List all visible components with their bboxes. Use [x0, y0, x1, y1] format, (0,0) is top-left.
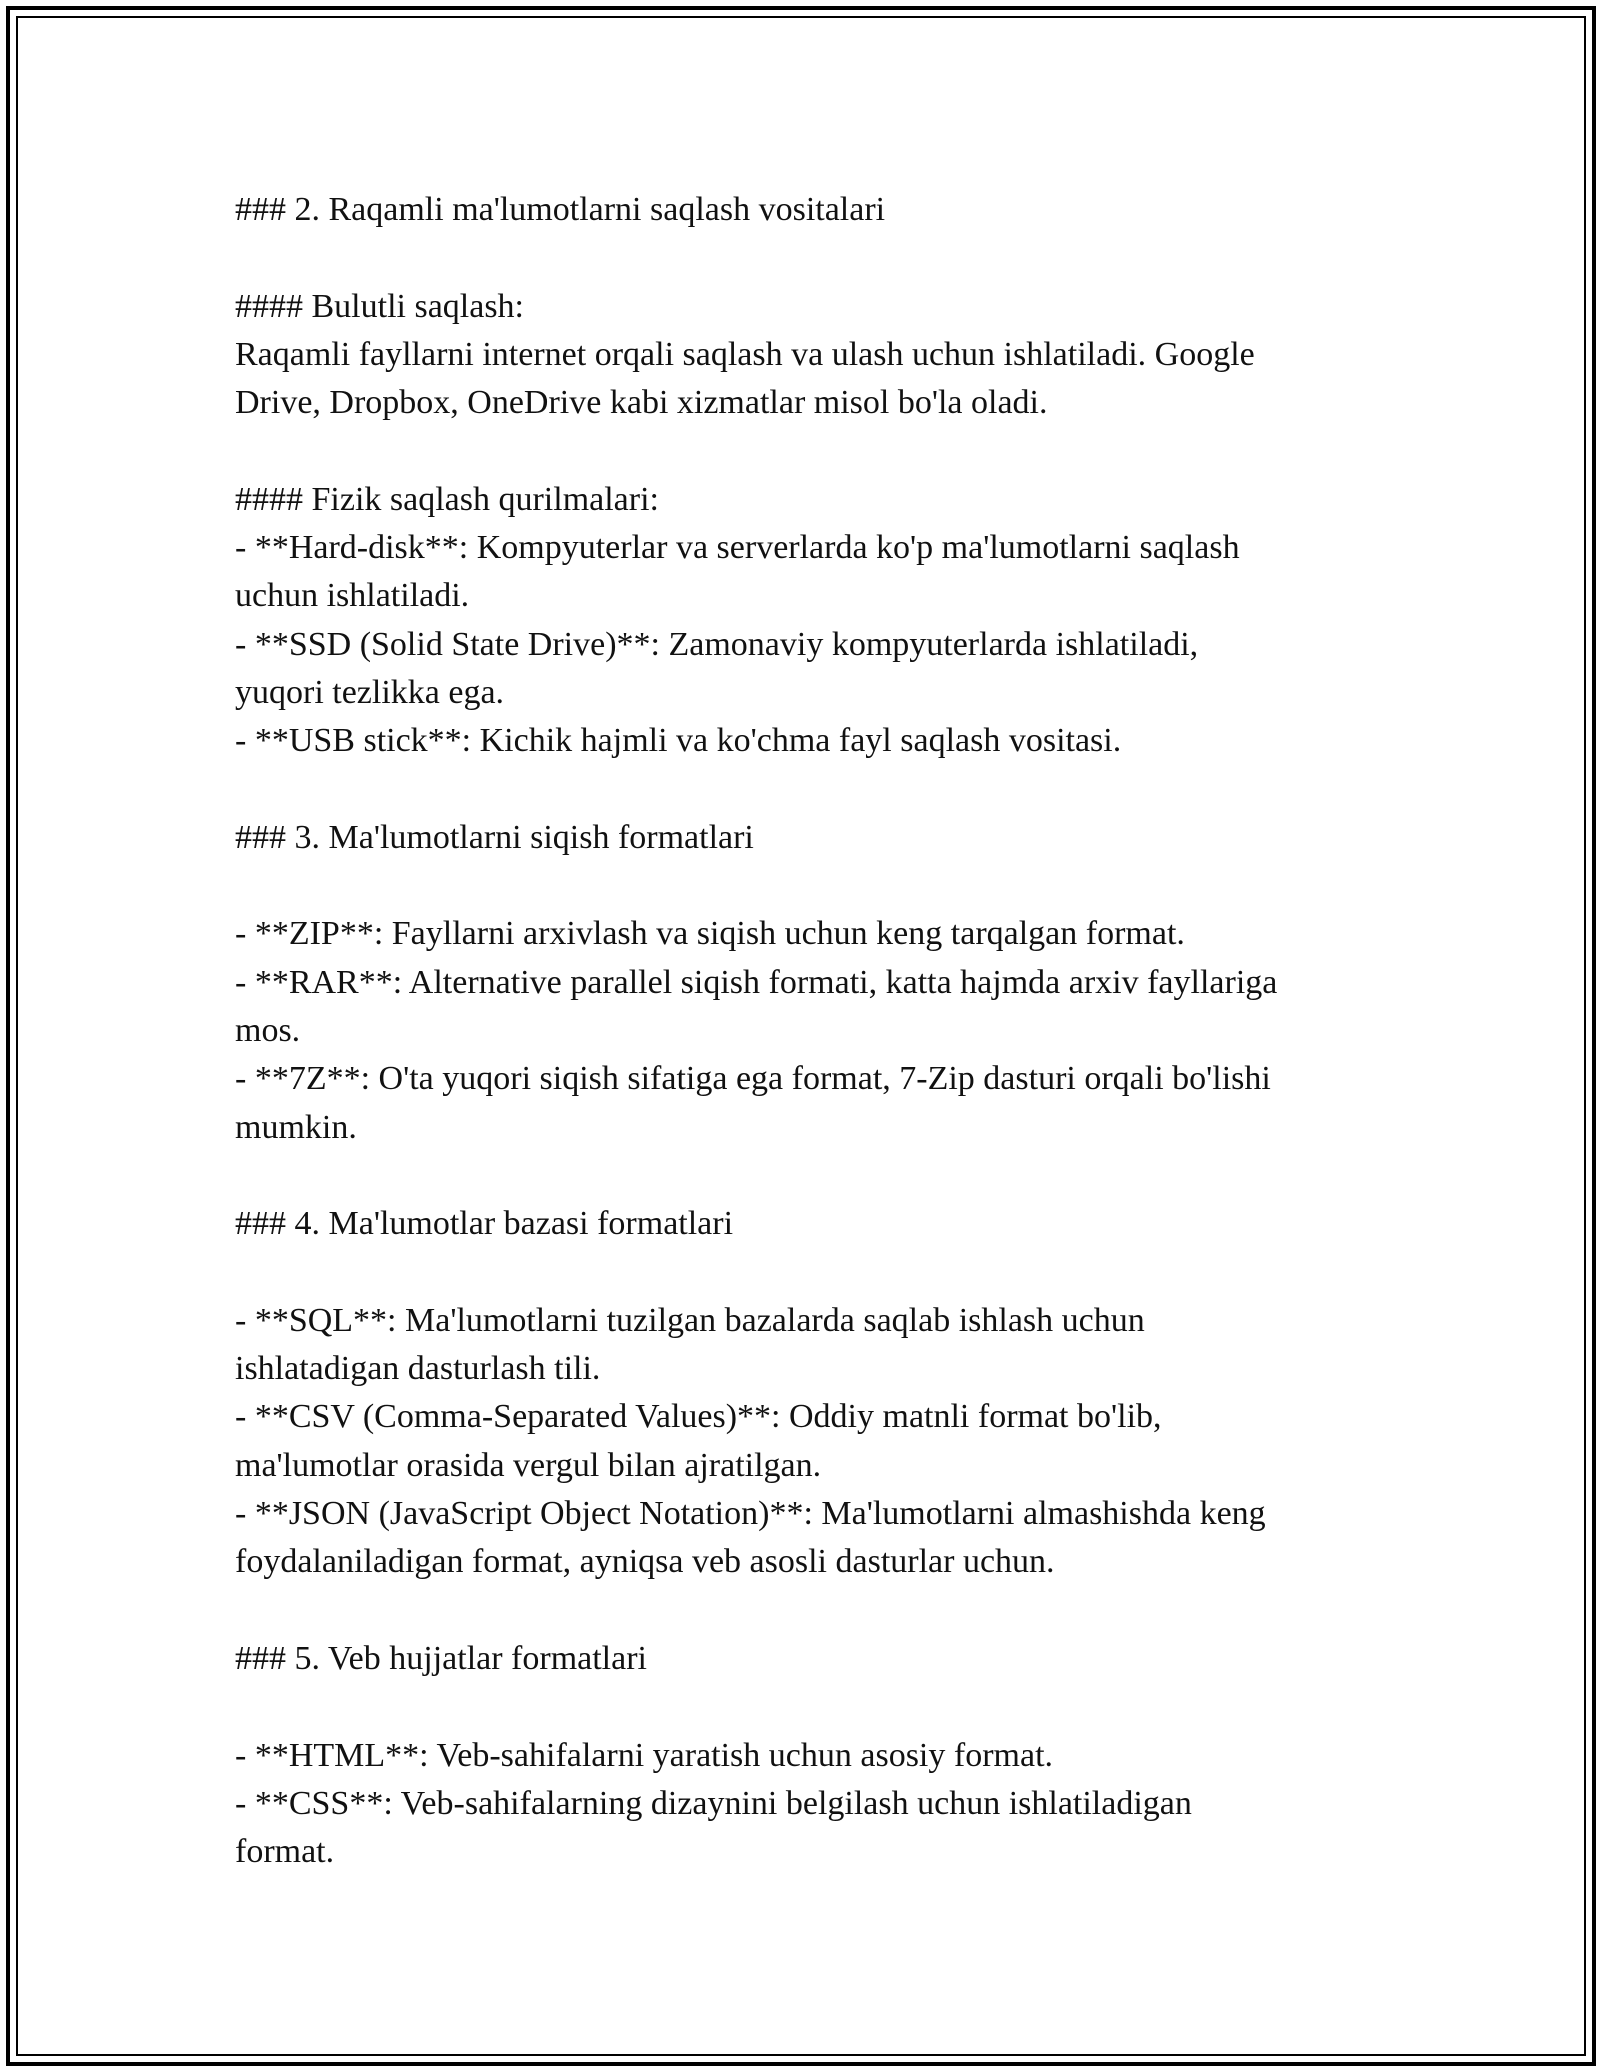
list-item-rar: - **RAR**: Alternative parallel siqish formati, katta hajmda arxiv fayllariga	[235, 963, 1278, 1001]
list-item-continuation: mumkin.	[235, 1108, 357, 1146]
heading-web-document-formats: ### 5. Veb hujjatlar formatlari	[235, 1639, 647, 1677]
blank-line	[235, 862, 1400, 910]
list-item-continuation: yuqori tezlikka ega.	[235, 673, 505, 711]
blank-line	[235, 766, 1400, 814]
list-item-ssd: - **SSD (Solid State Drive)**: Zamonaviy kompyuterlarda ishlatiladi,	[235, 625, 1199, 663]
list-item-continuation: ishlatadigan dasturlash tili.	[235, 1350, 601, 1388]
subheading-cloud-storage: #### Bulutli saqlash:	[235, 287, 524, 325]
blank-line	[235, 1683, 1400, 1731]
list-item-7z: - **7Z**: O'ta yuqori siqish sifatiga ega format, 7-Zip dasturi orqali bo'lishi	[235, 1060, 1271, 1098]
list-item-continuation: format.	[235, 1833, 335, 1871]
paragraph-line: Drive, Dropbox, OneDrive kabi xizmatlar misol bo'la oladi.	[235, 384, 1048, 422]
blank-line	[235, 1587, 1400, 1635]
list-item-continuation: ma'lumotlar orasida vergul bilan ajratilgan.	[235, 1446, 822, 1484]
subheading-physical-storage: #### Fizik saqlash qurilmalari:	[235, 480, 659, 518]
heading-database-formats: ### 4. Ma'lumotlar bazasi formatlari	[235, 1205, 734, 1243]
heading-storage-tools: ### 2. Raqamli ma'lumotlarni saqlash vositalari	[235, 191, 886, 228]
heading-compression-formats: ### 3. Ma'lumotlarni siqish formatlari	[235, 818, 754, 856]
list-item-usb-stick: - **USB stick**: Kichik hajmli va ko'chma fayl saqlash vositasi.	[235, 722, 1122, 760]
list-item-hard-disk: - **Hard-disk**: Kompyuterlar va serverlarda ko'p ma'lumotlarni saqlash	[235, 529, 1240, 567]
blank-line	[235, 1249, 1400, 1297]
list-item-html: - **HTML**: Veb-sahifalarni yaratish uchun asosiy format.	[235, 1736, 1054, 1774]
document-body	[235, 186, 1400, 1876]
paragraph-line: Raqamli fayllarni internet orqali saqlash va ulash uchun ishlatiladi. Google	[235, 335, 1255, 373]
list-item-csv: - **CSV (Comma-Separated Values)**: Oddiy matnli format bo'lib,	[235, 1398, 1162, 1436]
list-item-continuation: uchun ishlatiladi.	[235, 577, 470, 615]
list-item-continuation: mos.	[235, 1012, 301, 1050]
list-item-css: - **CSS**: Veb-sahifalarning dizaynini belgilash uchun ishlatiladigan	[235, 1784, 1192, 1822]
blank-line	[235, 234, 1400, 282]
list-item-sql: - **SQL**: Ma'lumotlarni tuzilgan bazalarda saqlab ishlash uchun	[235, 1301, 1145, 1339]
blank-line	[235, 427, 1400, 475]
list-item-zip: - **ZIP**: Fayllarni arxivlash va siqish uchun keng tarqalgan format.	[235, 915, 1185, 953]
list-item-continuation: foydalaniladigan format, ayniqsa veb asosli dasturlar uchun.	[235, 1543, 1055, 1581]
list-item-json: - **JSON (JavaScript Object Notation)**: Ma'lumotlarni almashishda keng	[235, 1495, 1266, 1533]
blank-line	[235, 1152, 1400, 1200]
